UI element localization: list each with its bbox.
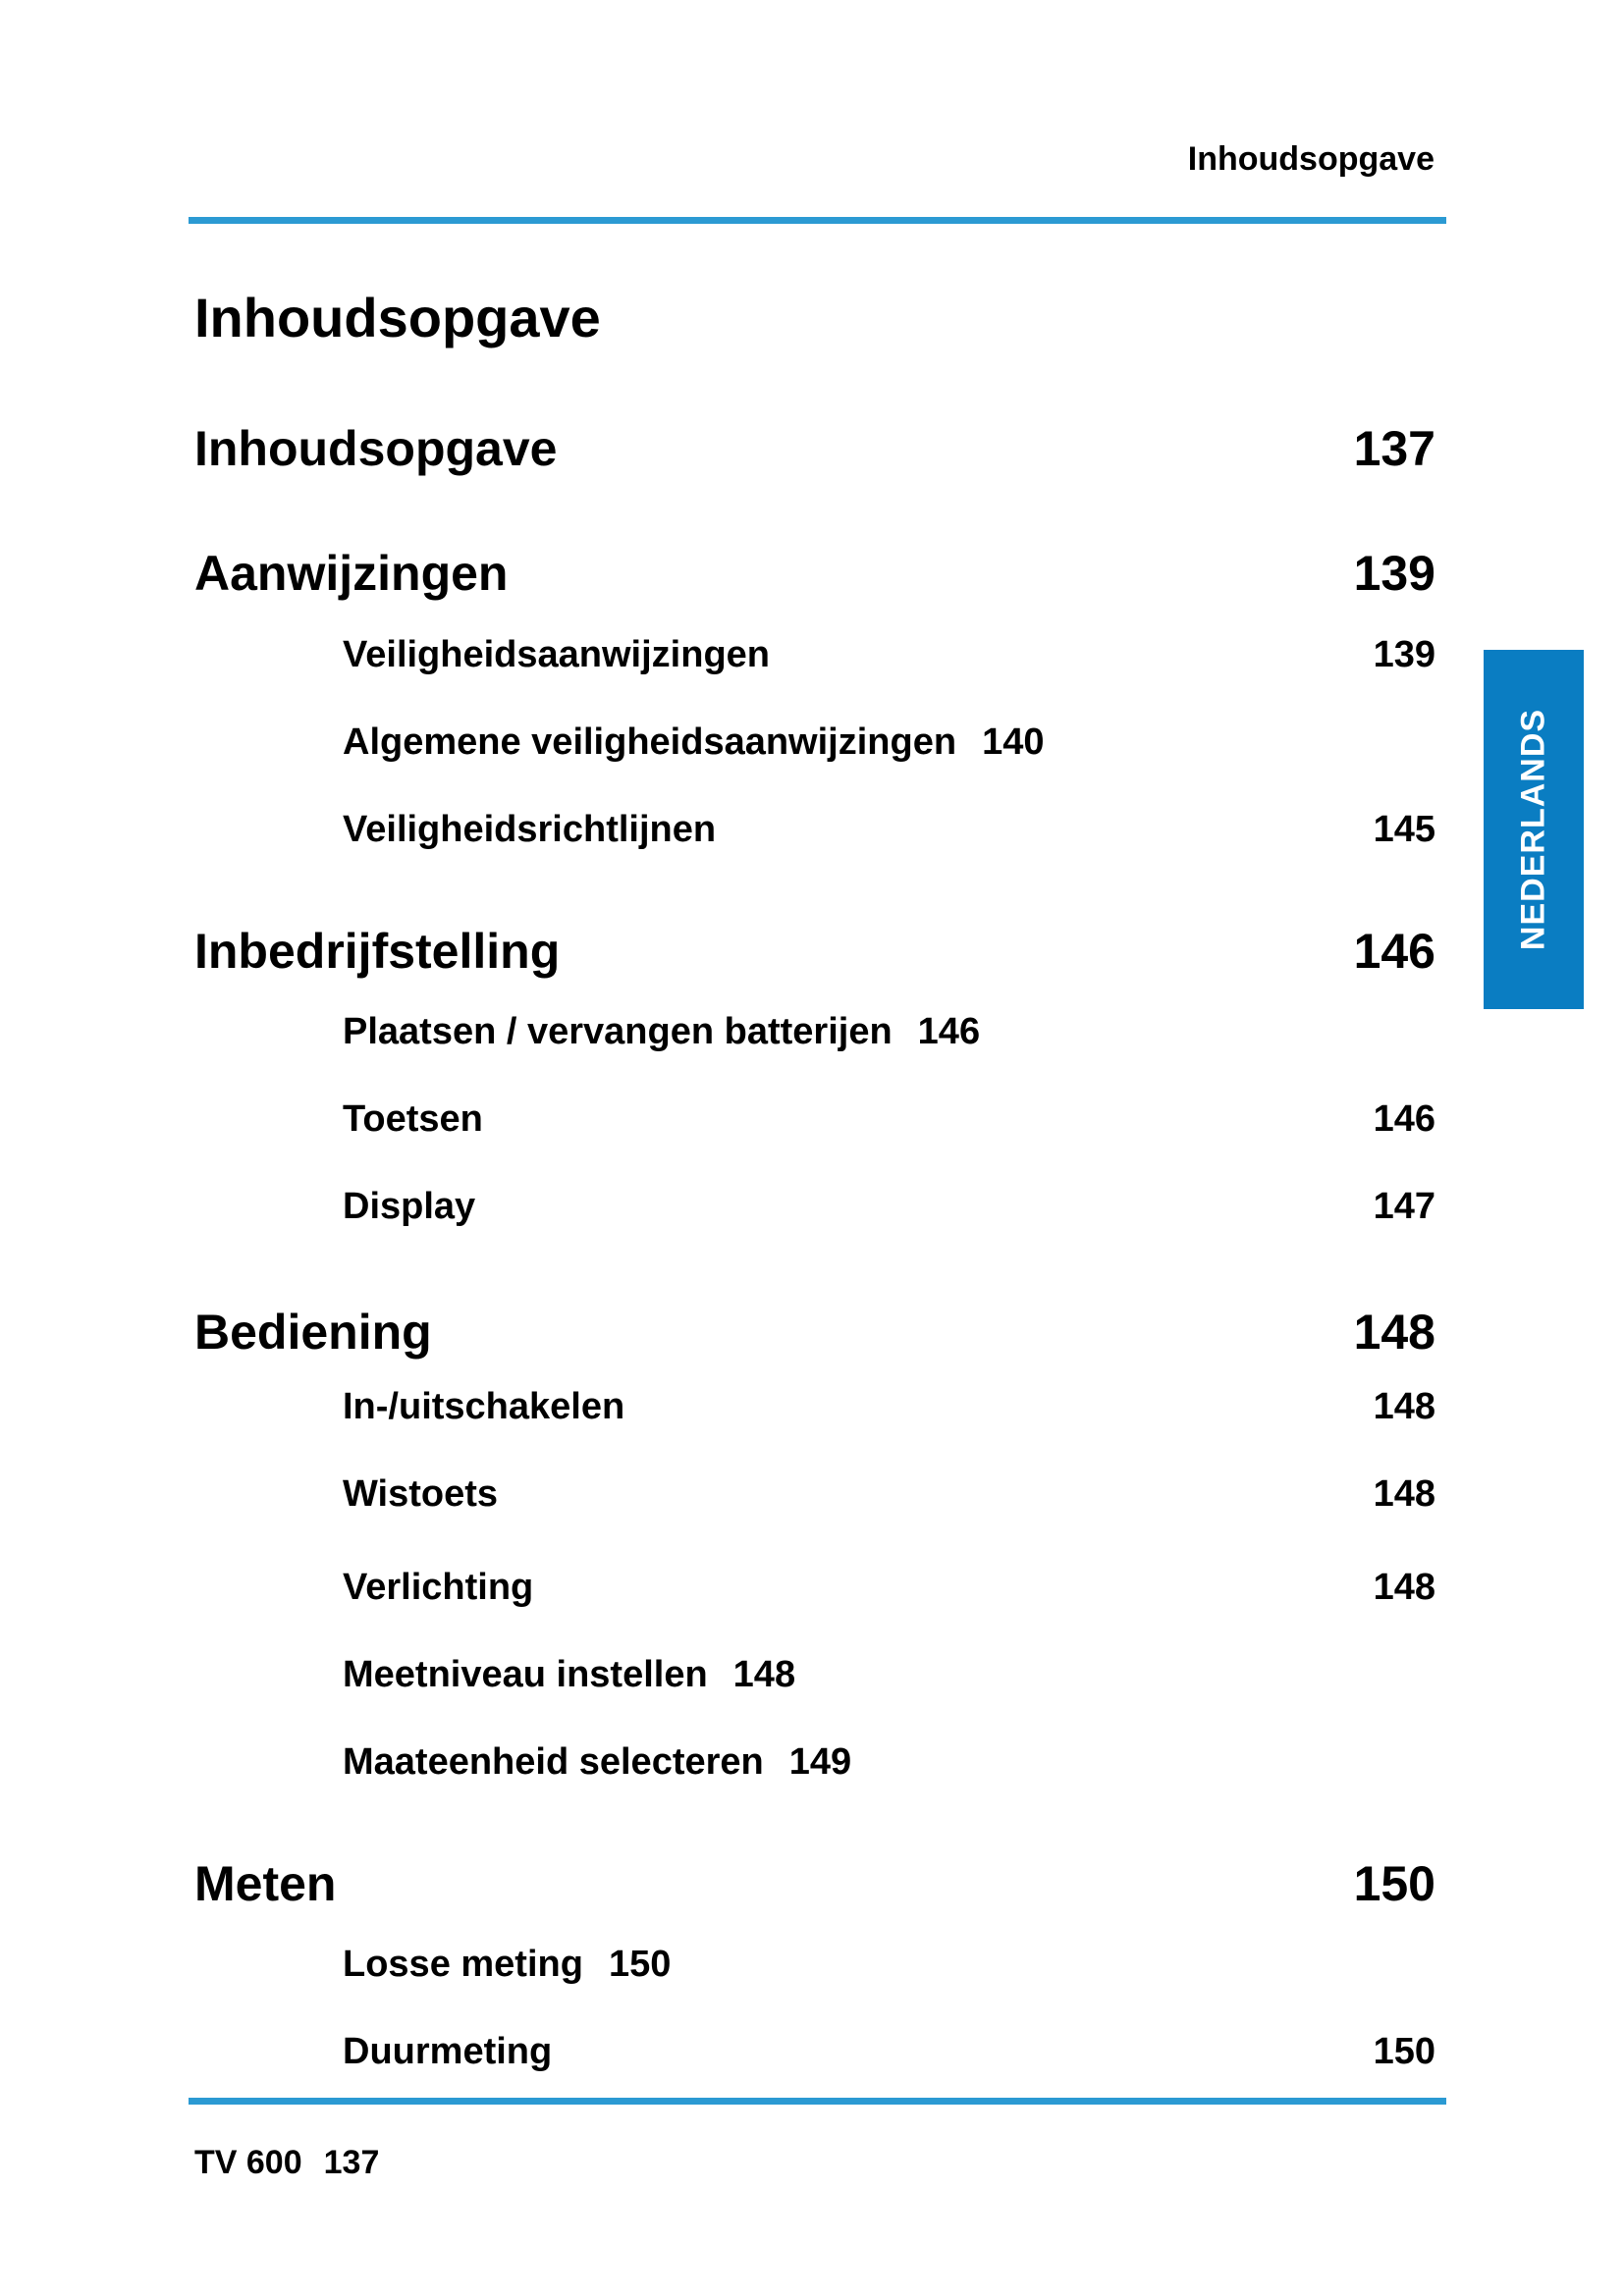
footer-page-number: 137 <box>323 2144 380 2181</box>
toc-entry-page: 148 <box>1373 1473 1435 1515</box>
header-rule <box>189 217 1446 224</box>
toc-entry-maateenheid-selecteren[interactable] <box>343 1740 1435 1784</box>
toc-entry-duurmeting[interactable] <box>343 2030 1435 2073</box>
toc-entry-title: Aanwijzingen <box>194 546 509 601</box>
toc-entry-title: Veiligheidsrichtlijnen <box>343 809 717 850</box>
toc-entry-veiligheidsrichtlijnen[interactable] <box>343 808 1435 851</box>
toc-entry-page: 139 <box>1353 546 1435 601</box>
footer-model: TV 600 <box>194 2144 302 2181</box>
running-header: Inhoudsopgave <box>1187 140 1435 178</box>
toc-entry-meetniveau-instellen[interactable] <box>343 1653 1435 1696</box>
toc-entry-page: 149 <box>788 1741 852 1783</box>
toc-entry-in-uitschakelen[interactable] <box>343 1385 1435 1428</box>
toc-entry-page: 146 <box>1353 924 1435 979</box>
toc-entry-page: 148 <box>1373 1567 1435 1608</box>
toc-entry-plaatsen-vervangen-batterijen[interactable] <box>343 1010 1435 1053</box>
toc-entry-aanwijzingen[interactable] <box>194 545 1435 602</box>
toc-entry-title: In-/uitschakelen <box>343 1386 625 1427</box>
toc-entry-title: Veiligheidsaanwijzingen <box>343 634 770 675</box>
toc-entry-bediening[interactable] <box>194 1304 1435 1361</box>
toc-entry-title: Toetsen <box>343 1098 483 1140</box>
toc-entry-title: Verlichting <box>343 1567 534 1608</box>
toc-entry-title: Meetniveau instellen <box>343 1654 708 1695</box>
toc-entry-page: 150 <box>1353 1856 1435 1911</box>
toc-entry-title: Losse meting <box>343 1944 583 1985</box>
toc-entry-verlichting[interactable] <box>343 1566 1435 1609</box>
toc-entry-title: Meten <box>194 1856 337 1911</box>
toc-entry-page: 150 <box>608 1944 672 1985</box>
language-tab-label: NEDERLANDS <box>1514 708 1552 951</box>
toc-entry-losse-meting[interactable] <box>343 1943 1435 1986</box>
toc-entry-inhoudsopgave[interactable] <box>194 420 1435 477</box>
toc-entry-page: 146 <box>1373 1098 1435 1140</box>
toc-entry-page: 148 <box>1373 1386 1435 1427</box>
toc-entry-title: Plaatsen / vervangen batterijen <box>343 1011 893 1052</box>
page-footer <box>194 2143 379 2182</box>
footer-rule <box>189 2098 1446 2105</box>
toc-entry-page: 148 <box>1353 1305 1435 1360</box>
toc-entry-title: Wistoets <box>343 1473 499 1515</box>
toc-entry-algemene-veiligheidsaanwijzingen[interactable] <box>343 721 1435 764</box>
toc-entry-meten[interactable] <box>194 1855 1435 1912</box>
toc-entry-toetsen[interactable] <box>343 1097 1435 1141</box>
toc-entry-title: Inbedrijfstelling <box>194 924 561 979</box>
language-tab <box>1484 650 1584 1009</box>
toc-entry-wistoets[interactable] <box>343 1472 1435 1516</box>
toc-entry-page: 140 <box>982 721 1045 763</box>
toc-entry-title: Inhoudsopgave <box>194 421 558 476</box>
toc-entry-title: Display <box>343 1186 476 1227</box>
toc-entry-title: Bediening <box>194 1305 432 1360</box>
toc-entry-page: 148 <box>732 1654 796 1695</box>
toc-entry-veiligheidsaanwijzingen[interactable] <box>343 633 1435 676</box>
toc-entry-page: 146 <box>917 1011 981 1052</box>
page-title: Inhoudsopgave <box>194 287 601 348</box>
toc-entry-title: Algemene veiligheidsaanwijzingen <box>343 721 957 763</box>
toc-entry-page: 150 <box>1373 2031 1435 2072</box>
toc-entry-page: 145 <box>1373 809 1435 850</box>
toc-entry-title: Duurmeting <box>343 2031 553 2072</box>
toc-entry-inbedrijfstelling[interactable] <box>194 923 1435 980</box>
toc-entry-page: 147 <box>1373 1186 1435 1227</box>
toc-entry-page: 139 <box>1373 634 1435 675</box>
toc-entry-page: 137 <box>1353 421 1435 476</box>
toc-entry-display[interactable] <box>343 1185 1435 1228</box>
toc-entry-title: Maateenheid selecteren <box>343 1741 764 1783</box>
